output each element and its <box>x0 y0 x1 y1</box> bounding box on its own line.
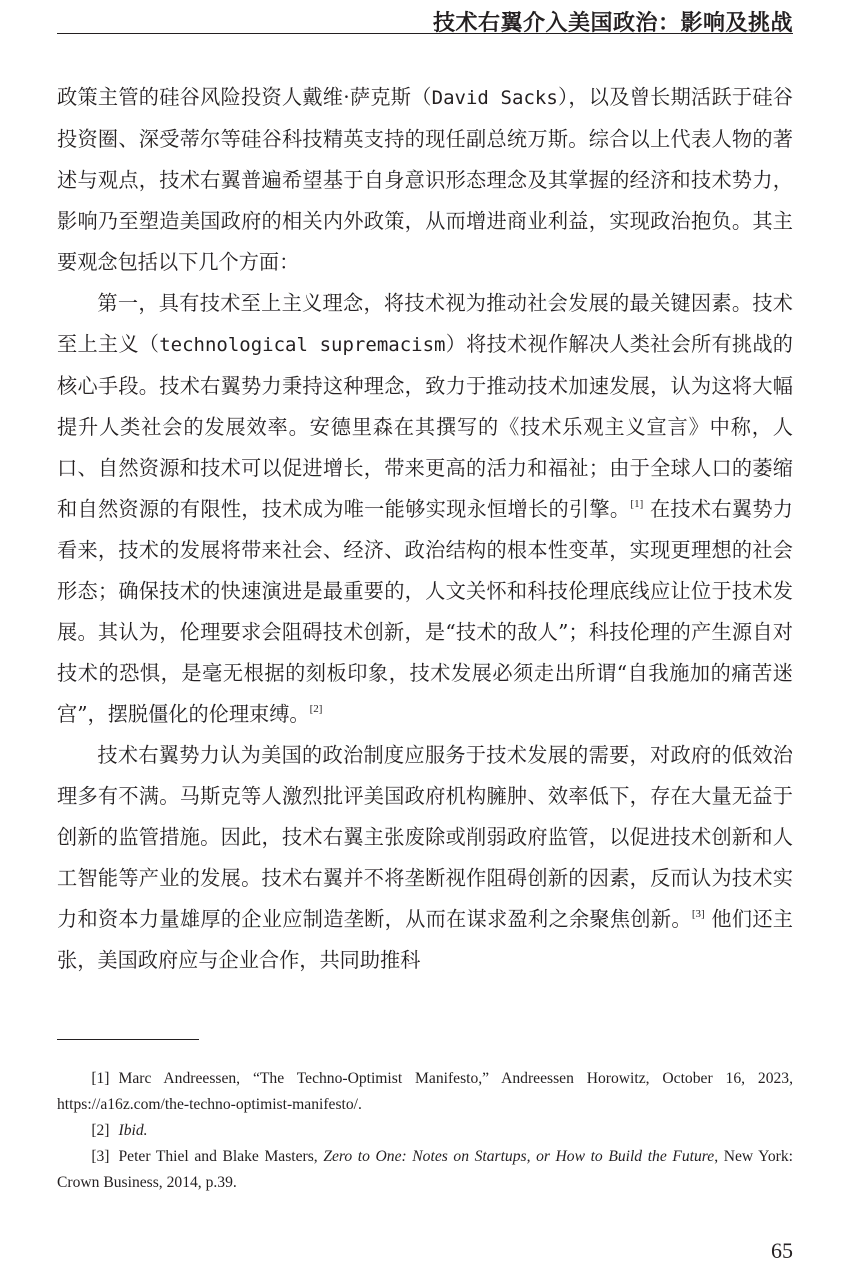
paragraph-2 <box>57 283 793 735</box>
paragraph-3-text-b: 他们还主张，美国政府应与企业合作，共同助推科 <box>57 907 793 972</box>
footnote-2 <box>57 1118 793 1144</box>
paragraph-2-latin: technological supremacism <box>159 334 446 356</box>
footnote-text: Ibid. <box>118 1122 148 1139</box>
paragraph-1-text-b: ），以及曾长期活跃于硅谷投资圈、深受蒂尔等硅谷科技精英支持的现任副总统万斯。综合以上代表人物的著述与观点，技术右翼普遍希望基于自身意识形态理念及其掌握的经济和技术势力，影响乃至塑造美国政府的相关内外政策，从而增进商业利益，实现政治抱负。其主要观念包括以下几个方面： <box>57 85 793 274</box>
paragraph-3 <box>57 735 793 981</box>
running-title: 技术右翼介入美国政治：影响及挑战 <box>432 11 793 36</box>
footnote-ref-2[interactable]: [2] <box>309 703 323 715</box>
paragraph-2-text-a: 第一，具有技术至上主义理念，将技术视为推动社会发展的最关键因素。技术至上主义（ <box>57 291 793 356</box>
footnote-3 <box>57 1144 793 1196</box>
paragraph-3-text-a: 技术右翼势力认为美国的政治制度应服务于技术发展的需要，对政府的低效治理多有不满。马斯克等人激烈批评美国政府机构臃肿、效率低下，存在大量无益于创新的监管措施。因此，技术右翼主张废除或削弱政府监管，以促进技术创新和人工智能等产业的发展。技术右翼并不将垄断视作阻碍创新的因素，反而认为技术实力和资本力量雄厚的企业应制造垄断，从而在谋求盈利之余聚焦创新。 <box>57 743 793 931</box>
footnotes <box>57 1066 793 1196</box>
footnote-number: [2] <box>91 1122 110 1139</box>
footnote-book-title: Zero to One: Notes on Startups, or How to Build the Future <box>323 1148 715 1165</box>
footnote-1 <box>57 1066 793 1118</box>
page-number: 65 <box>771 1238 793 1263</box>
paragraph-2-text-c: 在技术右翼势力看来，技术的发展将带来社会、经济、政治结构的根本性变革，实现更理想的社会形态；确保技术的快速演进是最重要的，人文关怀和科技伦理底线应让位于技术发展。其认为，伦理要求会阻碍技术创新，是“技术的敌人”；科技伦理的产生源自对技术的恐惧，是毫无根据的刻板印象，技术发展必须走出所谓“自我施加的痛苦迷宫”，摆脱僵化的伦理束缚。 <box>57 497 793 726</box>
paragraph-1 <box>57 77 793 283</box>
footnote-separator <box>57 1039 199 1040</box>
footnote-number: [1] <box>91 1070 110 1087</box>
footnote-number: [3] <box>91 1148 110 1165</box>
header-rule <box>57 33 793 34</box>
footnote-text: , New York: Crown Business, 2014, p.39. <box>57 1148 793 1191</box>
footnote-text: Peter Thiel and Blake Masters, <box>118 1148 324 1165</box>
paragraph-1-latin: David Sacks <box>431 87 558 109</box>
footnote-ref-1[interactable]: [1] <box>630 498 644 510</box>
paragraph-2-text-b: ）将技术视作解决人类社会所有挑战的核心手段。技术右翼势力秉持这种理念，致力于推动技术加速发展，认为这将大幅提升人类社会的发展效率。安德里森在其撰写的《技术乐观主义宣言》中称，人口、自然资源和技术可以促进增长，带来更高的活力和福祉；由于全球人口的萎缩和自然资源的有限性，技术成为唯一能够实现永恒增长的引擎。 <box>57 332 793 521</box>
paragraph-1-text-a: 政策主管的硅谷风险投资人戴维·萨克斯（ <box>57 85 432 109</box>
footnote-ref-3[interactable]: [3] <box>691 908 705 920</box>
footnote-text: Marc Andreessen, “The Techno-Optimist Manifesto,” Andreessen Horowitz, October 16, 2023, https://a16z.com/the-techno-optimist-manifesto/. <box>57 1070 793 1113</box>
main-text <box>57 77 793 981</box>
